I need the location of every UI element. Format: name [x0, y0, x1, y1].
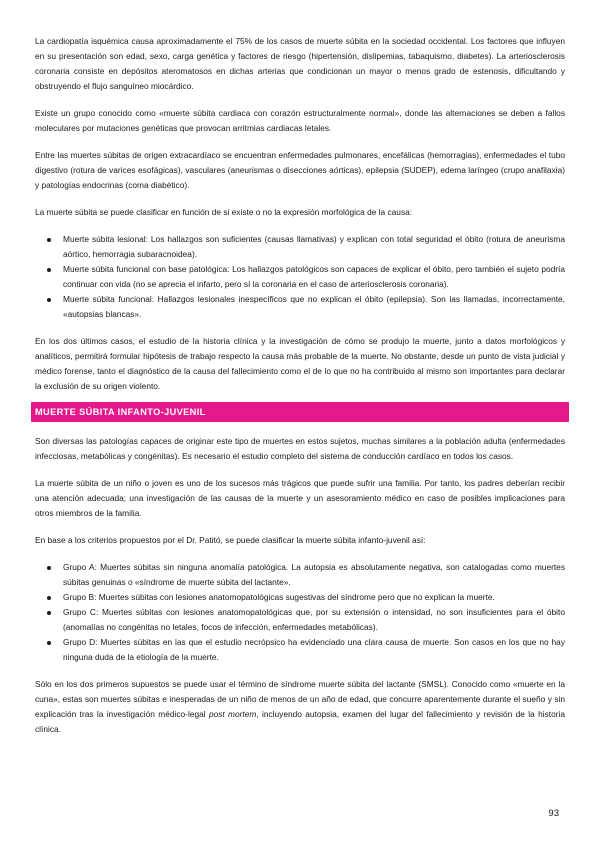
- paragraph-clasificacion: La muerte súbita se puede clasificar en función de si existe o no la expresión morfológica de la causa:: [35, 207, 413, 217]
- paragraph-smsl: [35, 677, 565, 737]
- page-number: 93: [548, 808, 559, 819]
- list-item-text: Grupo D: Muertes súbitas en las que el estudio necrópsico ha evidenciado una clara causa de muerte. Son casos en los que no hay ninguna duda de la etiología de la muerte.: [63, 637, 565, 662]
- section-title: MUERTE SÚBITA INFANTO-JUVENIL: [35, 407, 206, 417]
- smsl-italic-term: post mortem: [208, 709, 257, 719]
- bullet-icon: [47, 611, 51, 615]
- list-item: [35, 590, 565, 605]
- bullet-icon: [47, 268, 51, 272]
- page-content: [35, 34, 565, 737]
- bullet-icon: [47, 566, 51, 570]
- list-item-text: Muerte súbita funcional con base patológica: Los hallazgos patológicos son capaces de explicar el óbito, pero también el sujeto podría continuar con vida (no se aprecia el infarto, pero sí la coronaria en el caso de arteriosclerosis coronaria).: [63, 264, 565, 289]
- list-item: [35, 560, 565, 590]
- list-item-text: Grupo B: Muertes súbitas con lesiones anatomopatológicas sugestivas del síndrome pero que no explican la muerte.: [63, 592, 495, 602]
- list-item: [35, 262, 565, 292]
- list-item: [35, 605, 565, 635]
- list-morfologica: [35, 232, 565, 322]
- section-header: [31, 402, 569, 422]
- list-grupos: [35, 560, 565, 665]
- paragraph-familia: La muerte súbita de un niño o joven es uno de los sucesos más trágicos que puede sufrir una familia. Por tanto, los padres deberían recibir una atención adecuada; una investigación de las causas de la muerte y un asesoramiento médico en caso de posibles implicaciones para otros miembros de la familia.: [35, 478, 565, 518]
- bullet-icon: [47, 298, 51, 302]
- paragraph-criterios: En base a los criterios propuestos por el Dr. Patitó, se puede clasificar la muerte súbita infanto-juvenil así:: [35, 535, 426, 545]
- list-item-text: Muerte súbita funcional: Hallazgos lesionales inespecíficos que no explican el óbito (epilepsia). Son las llamadas, incorrectamente, «autopsias blancas».: [63, 294, 565, 319]
- list-item-text: Grupo C: Muertes súbitas con lesiones anatomopatológicas que, por su extensión o intensidad, no son insuficientes para el óbito (anomalías no congénitas no letales, focos de infección, enfermedades metabólicas).: [63, 607, 565, 632]
- paragraph-cardiopatia: La cardiopatía isquémica causa aproximadamente el 75% de los casos de muerte súbita en la sociedad occidental. Los factores que influyen en su presentación son edad, sexo, carga genética y factores de riesgo (hipertensión, dislipemias, tabaquismo, diabetes). La arteriosclerosis coronaria consiste en depósitos ateromatosos en dichas arterias que condicionan un mayor o menos grado de estenosis, dificultando y obstruyendo el flujo sanguíneo miocárdico.: [35, 36, 565, 91]
- list-item: [35, 292, 565, 322]
- list-item-text: Grupo A: Muertes súbitas sin ninguna anomalía patológica. La autopsia es absolutamente negativa, son catalogadas como muertes súbitas genuinas o «síndrome de muerte súbita del lactante».: [63, 562, 565, 587]
- smsl-text-start: Sólo en los dos primeros supuestos se puede usar el término de síndrome muerte súbita del lactante (SMSL). Conocido como «muerte en la cuna», estas son muertes súbitas e inesperadas de un niño de menos de un año de edad, que concurre aparentemente durante el sueño y sin explicación tras la investigación médico-legal: [35, 679, 565, 719]
- paragraph-patologias: Son diversas las patologías capaces de originar este tipo de muertes en estos sujetos, muchas similares a la población adulta (enfermedades infecciosas, metabólicas y congénitas). Es necesario el estudio completo del sistema de conducción cardíaco en todos los casos.: [35, 436, 565, 461]
- bullet-icon: [47, 596, 51, 600]
- list-item: [35, 635, 565, 665]
- list-item-text: Muerte súbita lesional: Los hallazgos son suficientes (causas llamativas) y explican con total seguridad el óbito (rotura de aneurisma aórtico, hemorragia subaracnoidea).: [63, 234, 565, 259]
- list-item: [35, 232, 565, 262]
- smsl-text-end: , incluyendo autopsia, examen del lugar del fallecimiento y revisión de la historia clínica.: [35, 709, 565, 734]
- bullet-icon: [47, 641, 51, 645]
- bullet-icon: [47, 238, 51, 242]
- paragraph-extracardiaco: Entre las muertes súbitas de origen extracardíaco se encuentran enfermedades pulmonares, encefálicas (hemorragias), enfermedades el tubo digestivo (rotura de varices esofágicas), vasculares (aneurismas o disecciones aórticas), epilepsia (SUDEP), edema laríngeo (crupo anafilaxia) y patologías endocrinas (coma diabético).: [35, 150, 565, 190]
- paragraph-ultimos-casos: En los dos últimos casos, el estudio de la historia clínica y la investigación de cómo se produjo la muerte, junto a datos morfológicos y analíticos, permitirá formular hipótesis de trabajo respecto la causa más probable de la muerte. No obstante, desde un punto de vista judicial y médico forense, tanto el diagnóstico de la causa del fallecimiento como el de lo que no ha contribuido al mismo son importantes para declarar la exclusión de su origen violento.: [35, 336, 565, 391]
- paragraph-corazon-normal: Existe un grupo conocido como «muerte súbita cardiaca con corazón estructuralmente normal», donde las alternaciones se deben a fallos moleculares por mutaciones genéticas que provocan arritmias cardiacas letales.: [35, 108, 565, 133]
